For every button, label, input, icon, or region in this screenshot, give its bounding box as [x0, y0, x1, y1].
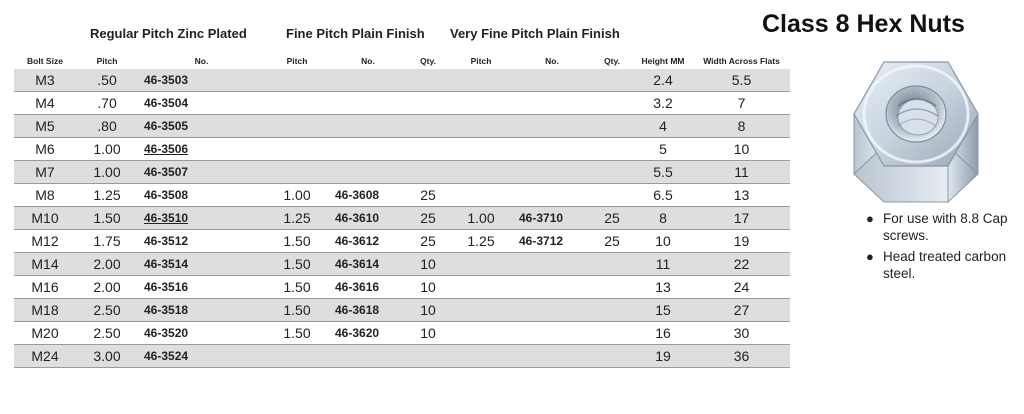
width-cell: 17 [693, 207, 790, 230]
table-row [14, 276, 790, 299]
fine-pitch-cell: 1.50 [265, 322, 329, 345]
fine-pitch-cell [265, 69, 329, 92]
height-cell: 10 [633, 230, 693, 253]
col-header-vf-pitch: Pitch [470, 55, 492, 66]
width-cell: 10 [693, 138, 790, 161]
height-cell: 11 [633, 253, 693, 276]
bolt-size-cell: M24 [14, 345, 76, 368]
bolt-size-cell: M5 [14, 115, 76, 138]
reg-part-no-cell: 46-3510 [138, 207, 265, 230]
reg-part-no-cell: 46-3506 [138, 138, 265, 161]
hex-nut-spec-table [14, 52, 790, 368]
fine-part-no-cell: 46-3610 [329, 207, 407, 230]
page-title: Class 8 Hex Nuts [762, 10, 965, 38]
height-cell: 5 [633, 138, 693, 161]
hex-nut-icon [846, 56, 986, 206]
vf-qty-cell [591, 184, 633, 207]
col-header-width: Width Across Flats [703, 55, 780, 66]
reg-pitch-cell: 2.00 [76, 276, 138, 299]
table-row [14, 322, 790, 345]
reg-pitch-cell: 1.25 [76, 184, 138, 207]
width-cell: 5.5 [693, 69, 790, 92]
feature-item [866, 210, 1016, 244]
fine-pitch-cell [265, 115, 329, 138]
reg-pitch-cell: 2.50 [76, 299, 138, 322]
bolt-size-cell: M7 [14, 161, 76, 184]
vf-pitch-cell: 1.25 [449, 230, 513, 253]
width-cell: 30 [693, 322, 790, 345]
width-cell: 11 [693, 161, 790, 184]
table-row [14, 207, 790, 230]
bolt-size-cell: M14 [14, 253, 76, 276]
vf-part-no-cell [513, 299, 591, 322]
vf-qty-cell [591, 299, 633, 322]
reg-part-no-cell: 46-3512 [138, 230, 265, 253]
vf-part-no-cell [513, 276, 591, 299]
fine-qty-cell: 10 [407, 322, 449, 345]
table-row [14, 345, 790, 368]
vf-part-no-cell [513, 138, 591, 161]
bolt-size-cell: M12 [14, 230, 76, 253]
vf-pitch-cell [449, 138, 513, 161]
reg-pitch-cell: .80 [76, 115, 138, 138]
table-row [14, 115, 790, 138]
vf-part-no-cell [513, 322, 591, 345]
width-cell: 8 [693, 115, 790, 138]
fine-part-no-cell: 46-3618 [329, 299, 407, 322]
height-cell: 8 [633, 207, 693, 230]
fine-qty-cell: 25 [407, 230, 449, 253]
vf-part-no-cell [513, 345, 591, 368]
fine-pitch-cell: 1.50 [265, 230, 329, 253]
fine-part-no-cell [329, 138, 407, 161]
vf-pitch-cell: 1.00 [449, 207, 513, 230]
reg-pitch-cell: 1.00 [76, 161, 138, 184]
vf-qty-cell [591, 138, 633, 161]
reg-part-no-cell: 46-3504 [138, 92, 265, 115]
fine-part-no-cell: 46-3612 [329, 230, 407, 253]
fine-qty-cell [407, 92, 449, 115]
vf-qty-cell [591, 322, 633, 345]
height-cell: 5.5 [633, 161, 693, 184]
height-cell: 16 [633, 322, 693, 345]
fine-part-no-cell [329, 92, 407, 115]
fine-pitch-cell [265, 92, 329, 115]
vf-qty-cell [591, 345, 633, 368]
vf-pitch-cell [449, 69, 513, 92]
table-body [14, 69, 790, 368]
vf-qty-cell [591, 115, 633, 138]
vf-part-no-cell [513, 161, 591, 184]
table-row [14, 184, 790, 207]
vf-pitch-cell [449, 299, 513, 322]
bolt-size-cell: M4 [14, 92, 76, 115]
col-header-vf-qty: Qty. [604, 55, 620, 66]
vf-qty-cell [591, 92, 633, 115]
height-cell: 3.2 [633, 92, 693, 115]
reg-pitch-cell: 1.75 [76, 230, 138, 253]
reg-part-no-cell: 46-3518 [138, 299, 265, 322]
reg-part-no-cell: 46-3516 [138, 276, 265, 299]
fine-part-no-cell: 46-3608 [329, 184, 407, 207]
fine-qty-cell: 10 [407, 276, 449, 299]
bolt-size-cell: M18 [14, 299, 76, 322]
bolt-size-cell: M20 [14, 322, 76, 345]
reg-pitch-cell: .50 [76, 69, 138, 92]
table-row [14, 138, 790, 161]
width-cell: 22 [693, 253, 790, 276]
vf-qty-cell [591, 276, 633, 299]
fine-pitch-cell: 1.00 [265, 184, 329, 207]
fine-qty-cell: 25 [407, 184, 449, 207]
bolt-size-cell: M16 [14, 276, 76, 299]
fine-pitch-cell: 1.50 [265, 276, 329, 299]
vf-qty-cell: 25 [591, 207, 633, 230]
fine-part-no-cell [329, 115, 407, 138]
fine-qty-cell [407, 115, 449, 138]
vf-qty-cell: 25 [591, 230, 633, 253]
width-cell: 13 [693, 184, 790, 207]
table-row [14, 230, 790, 253]
fine-pitch-cell [265, 345, 329, 368]
fine-qty-cell: 10 [407, 299, 449, 322]
vf-part-no-cell: 46-3710 [513, 207, 591, 230]
vf-pitch-cell [449, 161, 513, 184]
fine-part-no-cell [329, 161, 407, 184]
feature-item [866, 248, 1016, 282]
width-cell: 7 [693, 92, 790, 115]
fine-qty-cell [407, 345, 449, 368]
fine-pitch-cell: 1.50 [265, 299, 329, 322]
vf-pitch-cell [449, 253, 513, 276]
col-header-vf-no: No. [545, 55, 559, 66]
vf-pitch-cell [449, 92, 513, 115]
fine-qty-cell [407, 69, 449, 92]
col-header-reg-pitch: Pitch [96, 55, 118, 66]
height-cell: 15 [633, 299, 693, 322]
vf-pitch-cell [449, 276, 513, 299]
feature-text: For use with 8.8 Cap screws. [883, 211, 1008, 243]
height-cell: 19 [633, 345, 693, 368]
reg-pitch-cell: 2.00 [76, 253, 138, 276]
bullet-icon: ● [866, 249, 874, 264]
table-row [14, 92, 790, 115]
vf-pitch-cell [449, 345, 513, 368]
vf-part-no-cell: 46-3712 [513, 230, 591, 253]
col-header-fine-no: No. [361, 55, 375, 66]
reg-part-no-cell: 46-3520 [138, 322, 265, 345]
reg-pitch-cell: 1.00 [76, 138, 138, 161]
col-header-reg-no: No. [194, 55, 209, 66]
fine-part-no-cell: 46-3614 [329, 253, 407, 276]
table-row [14, 69, 790, 92]
reg-part-no-cell: 46-3514 [138, 253, 265, 276]
height-cell: 6.5 [633, 184, 693, 207]
vf-part-no-cell [513, 115, 591, 138]
table-row [14, 253, 790, 276]
reg-pitch-cell: 1.50 [76, 207, 138, 230]
bolt-size-cell: M10 [14, 207, 76, 230]
height-cell: 2.4 [633, 69, 693, 92]
fine-pitch-cell [265, 161, 329, 184]
reg-part-no-cell: 46-3508 [138, 184, 265, 207]
fine-part-no-cell: 46-3616 [329, 276, 407, 299]
fine-part-no-cell [329, 69, 407, 92]
group-header-very-fine: Very Fine Pitch Plain Finish [450, 26, 620, 41]
feature-list [866, 210, 1016, 286]
vf-qty-cell [591, 69, 633, 92]
width-cell: 19 [693, 230, 790, 253]
reg-part-no-cell: 46-3503 [138, 69, 265, 92]
column-header-row [14, 52, 790, 69]
reg-pitch-cell: .70 [76, 92, 138, 115]
fine-qty-cell: 10 [407, 253, 449, 276]
reg-pitch-cell: 2.50 [76, 322, 138, 345]
vf-qty-cell [591, 253, 633, 276]
col-header-height: Height MM [641, 55, 685, 66]
bolt-size-cell: M3 [14, 69, 76, 92]
height-cell: 13 [633, 276, 693, 299]
fine-qty-cell: 25 [407, 207, 449, 230]
col-header-fine-qty: Qty. [420, 55, 436, 66]
vf-qty-cell [591, 161, 633, 184]
group-header-fine: Fine Pitch Plain Finish [286, 26, 425, 41]
fine-part-no-cell: 46-3620 [329, 322, 407, 345]
vf-pitch-cell [449, 115, 513, 138]
table-row [14, 161, 790, 184]
vf-part-no-cell [513, 253, 591, 276]
bullet-icon: ● [866, 211, 874, 226]
fine-qty-cell [407, 138, 449, 161]
col-header-bolt-size: Bolt Size [27, 55, 63, 66]
fine-pitch-cell: 1.25 [265, 207, 329, 230]
reg-part-no-cell: 46-3505 [138, 115, 265, 138]
width-cell: 24 [693, 276, 790, 299]
vf-part-no-cell [513, 69, 591, 92]
vf-part-no-cell [513, 92, 591, 115]
fine-pitch-cell: 1.50 [265, 253, 329, 276]
bolt-size-cell: M6 [14, 138, 76, 161]
table-row [14, 299, 790, 322]
fine-qty-cell [407, 161, 449, 184]
fine-pitch-cell [265, 138, 329, 161]
bolt-size-cell: M8 [14, 184, 76, 207]
reg-part-no-cell: 46-3524 [138, 345, 265, 368]
vf-part-no-cell [513, 184, 591, 207]
vf-pitch-cell [449, 322, 513, 345]
height-cell: 4 [633, 115, 693, 138]
col-header-fine-pitch: Pitch [286, 55, 308, 66]
vf-pitch-cell [449, 184, 513, 207]
feature-text: Head treated carbon steel. [883, 249, 1007, 281]
width-cell: 36 [693, 345, 790, 368]
reg-part-no-cell: 46-3507 [138, 161, 265, 184]
fine-part-no-cell [329, 345, 407, 368]
width-cell: 27 [693, 299, 790, 322]
reg-pitch-cell: 3.00 [76, 345, 138, 368]
group-header-regular: Regular Pitch Zinc Plated [90, 26, 247, 41]
